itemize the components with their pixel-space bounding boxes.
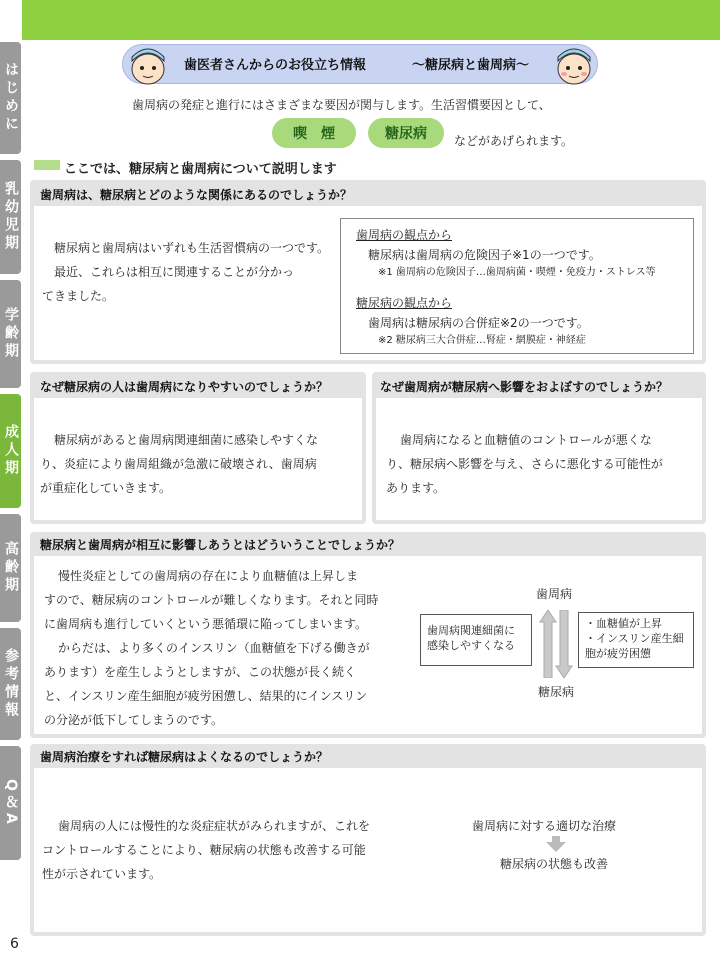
diagram-left-box: 歯周病関連細菌に感染しやすくなる xyxy=(420,614,532,666)
side-tab-reference[interactable]: 参考情報 xyxy=(0,628,21,740)
q1-line2: 最近、これらは相互に関連することが分かっ xyxy=(54,265,295,279)
q1-box-n2: ※2 糖尿病三大合併症…腎症・網膜症・神経症 xyxy=(378,335,586,346)
cycle-arrows-icon xyxy=(538,610,574,678)
page-number: 6 xyxy=(10,936,19,952)
top-bar xyxy=(22,0,720,40)
q5-line1: 歯周病の人には慢性的な炎症症状がみられますが、これを xyxy=(58,819,371,833)
side-tab-school[interactable]: 学齢期 xyxy=(0,280,21,388)
q1-line1: 糖尿病と歯周病はいずれも生活習慣病の一つです。 xyxy=(54,241,330,255)
q1-box-l1: 糖尿病は歯周病の危険因子※1の一つです。 xyxy=(368,248,601,262)
intro-line2: などがあげられます。 xyxy=(454,134,574,148)
down-arrow-icon xyxy=(546,836,566,852)
hygienist-face-icon xyxy=(554,43,594,85)
side-tab-elderly[interactable]: 高齢期 xyxy=(0,514,21,622)
q5-flow-top: 歯周病に対する適切な治療 xyxy=(472,819,617,833)
side-tab-infant[interactable]: 乳幼児期 xyxy=(0,160,21,274)
q2-line3: が重症化していきます。 xyxy=(40,481,172,495)
q4-line5: あります）を産生しようとしますが、この状態が長く続く xyxy=(44,665,357,679)
q1-box-l2: 歯周病は糖尿病の合併症※2の一つです。 xyxy=(368,316,589,330)
q1-heading: 歯周病は、糖尿病とどのような関係にあるのでしょうか？ xyxy=(40,188,353,202)
q1-box-n1: ※1 歯周病の危険因子…歯周病菌・喫煙・免疫力・ストレス等 xyxy=(378,267,656,278)
section-marker xyxy=(34,160,60,170)
section-title: ここでは、糖尿病と歯周病について説明します xyxy=(64,162,337,177)
q5-line2: コントロールすることにより、糖尿病の状態も改善する可能 xyxy=(42,843,366,857)
q3-line1: 歯周病になると血糖値のコントロールが悪くな xyxy=(400,433,652,447)
q4-line1: 慢性炎症としての歯周病の存在により血糖値は上昇しま xyxy=(58,569,359,583)
q5-flow-bottom: 糖尿病の状態も改善 xyxy=(500,857,609,871)
q4-line6: と、インスリン産生細胞が疲労困憊し、結果的にインスリン xyxy=(44,689,368,703)
q2-heading: なぜ糖尿病の人は歯周病になりやすいのでしょうか？ xyxy=(40,380,329,394)
q5-line3: 性が示されています。 xyxy=(42,867,162,881)
diagram-right-item1: ・血糖値が上昇 xyxy=(585,617,662,630)
diagram-bottom-label: 糖尿病 xyxy=(538,685,575,699)
q1-line3: てきました。 xyxy=(42,289,115,303)
q2-line1: 糖尿病があると歯周病関連細菌に感染しやすくな xyxy=(54,433,319,447)
side-tab-intro[interactable]: はじめに xyxy=(0,42,21,154)
banner-subtitle: ～糖尿病と歯周病～ xyxy=(412,58,530,73)
side-tab-qa[interactable]: Q＆A xyxy=(0,746,21,860)
diagram-top-label: 歯周病 xyxy=(536,587,573,601)
q1-box-h1: 歯周病の観点から xyxy=(356,228,453,242)
pill-smoking: 喫 煙 xyxy=(272,118,356,148)
q3-line2: り、糖尿病へ影響を与え、さらに悪化する可能性が xyxy=(386,457,663,471)
diagram-right-item2: ・インスリン産生細胞が疲労困憊 xyxy=(585,632,684,660)
q4-line4: からだは、より多くのインスリン（血糖値を下げる働きが xyxy=(58,641,370,655)
banner-title: 歯医者さんからのお役立ち情報 xyxy=(184,58,367,73)
q3-heading: なぜ歯周病が糖尿病へ影響をおよぼすのでしょうか？ xyxy=(380,380,669,394)
q3-line3: あります。 xyxy=(386,481,446,495)
q4-heading: 糖尿病と歯周病が相互に影響しあうとはどういうことでしょうか？ xyxy=(40,538,401,552)
intro-line1: 歯周病の発症と進行にはさまざまな要因が関与します。生活習慣要因として、 xyxy=(132,98,551,112)
pill-diabetes: 糖尿病 xyxy=(368,118,444,148)
q5-heading: 歯周病治療をすれば糖尿病はよくなるのでしょうか？ xyxy=(40,750,329,764)
dentist-face-icon xyxy=(128,43,168,85)
q1-box-h2: 糖尿病の観点から xyxy=(356,296,453,310)
q4-line3: に歯周病も進行していくという悪循環に陥ってしまいます。 xyxy=(44,617,368,631)
q4-line2: すので、糖尿病のコントロールが難しくなります。それと同時 xyxy=(44,593,379,607)
side-tab-adult[interactable]: 成人期 xyxy=(0,394,21,508)
q2-line2: り、炎症により歯周組織が急激に破壊され、歯周病 xyxy=(40,457,317,471)
diagram-right-box xyxy=(578,612,694,668)
q4-line7: の分泌が低下してしまうのです。 xyxy=(44,713,224,727)
